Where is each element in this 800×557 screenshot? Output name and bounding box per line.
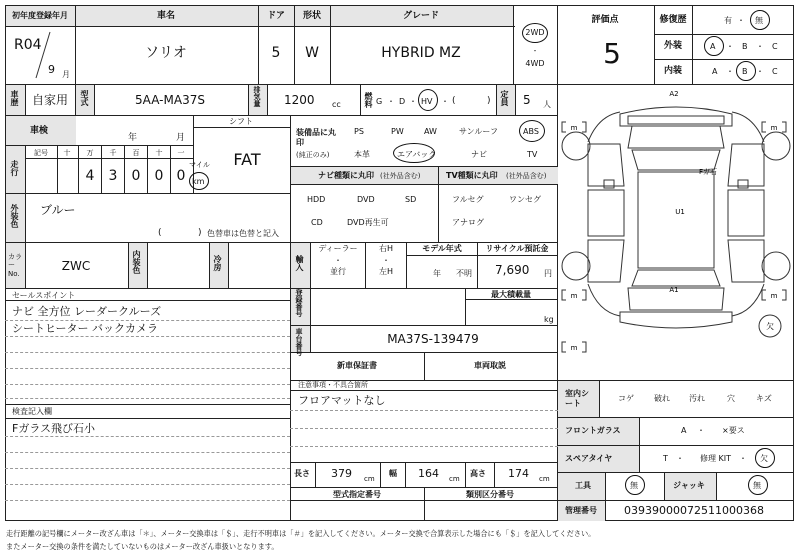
tools-value: 無 bbox=[630, 481, 638, 490]
exterior-grade-a: A bbox=[710, 42, 716, 51]
equip-tv: TV bbox=[527, 150, 538, 159]
shift-value: FAT bbox=[233, 150, 261, 169]
category-label: 類別区分番号 bbox=[466, 490, 514, 499]
fuel-g: G bbox=[376, 97, 383, 106]
mileage-col-hyaku: 百 bbox=[132, 149, 140, 157]
equip-airbag: エアバック bbox=[397, 150, 437, 159]
shape-label: 形状 bbox=[302, 11, 322, 21]
navi-cd: CD bbox=[311, 218, 323, 227]
model-label: 型式 bbox=[80, 90, 89, 106]
diagram-u1: U1 bbox=[675, 208, 685, 216]
eval-score: 5 bbox=[603, 37, 621, 70]
navi-sd: SD bbox=[405, 195, 417, 204]
diagram-m-2: m bbox=[770, 124, 778, 132]
inspection-label: 車検 bbox=[30, 126, 49, 136]
usage-value: 自家用 bbox=[31, 93, 69, 107]
exterior-color-value: ブルー bbox=[40, 203, 76, 217]
jack-label: ジャッキ bbox=[673, 481, 705, 490]
max-load-unit: kg bbox=[544, 315, 554, 324]
drive-2wd: 2WD bbox=[525, 28, 545, 37]
windshield-a: A bbox=[681, 426, 687, 435]
equip-ps: PS bbox=[354, 127, 364, 136]
model-year-label: モデル年式 bbox=[422, 244, 462, 253]
height-unit: cm bbox=[539, 475, 550, 483]
inspector-value: Fガラス飛び石小 bbox=[12, 422, 95, 435]
spare-kit: 修理 KIT bbox=[700, 454, 732, 463]
capacity-unit: 人 bbox=[543, 100, 551, 109]
recycle-value: 7,690 bbox=[495, 263, 530, 277]
usage-label: 車歴 bbox=[10, 90, 19, 106]
footer-line-1: 走行距離の記号欄にメーター改ざん車は「＊」、メーター交換車は「＄」、走行不明車は「＃」を記入してください。メーター交換で合算表示した場合にも「＄」を記入してください。 bbox=[6, 529, 596, 538]
interior-grade-a: A bbox=[712, 67, 718, 76]
warranty-label: 新車保証書 bbox=[337, 361, 377, 370]
first-reg-era: R04 bbox=[14, 37, 42, 53]
grade-value: HYBRID MZ bbox=[381, 45, 461, 61]
displacement-value: 1200 bbox=[284, 93, 315, 107]
navi-hdd: HDD bbox=[307, 195, 326, 204]
first-reg-month: 9 bbox=[48, 63, 55, 76]
tv-label: TV種類に丸印 bbox=[446, 171, 498, 180]
car-name-label: 車名 bbox=[156, 11, 176, 21]
interior-label: 内装 bbox=[663, 66, 683, 76]
mileage-col-ten-thousand: 十 bbox=[63, 149, 71, 157]
capacity-label: 定員 bbox=[500, 90, 509, 106]
exterior-paren-close: ) bbox=[198, 228, 202, 238]
jack-value: 無 bbox=[753, 481, 761, 490]
equip-aw: AW bbox=[424, 127, 437, 136]
first-reg-label: 初年度登録年月 bbox=[12, 11, 68, 20]
length-value: 379 bbox=[331, 467, 352, 480]
exterior-paren-open: ( bbox=[158, 228, 162, 238]
navi-dvd: DVD bbox=[357, 195, 375, 204]
reg-no-label: 登録番号 bbox=[295, 289, 303, 317]
max-load-label: 最大積載量 bbox=[491, 290, 531, 299]
width-unit: cm bbox=[449, 475, 460, 483]
tv-sub: (社外品含む) bbox=[506, 172, 547, 180]
diagram-a1: A1 bbox=[669, 286, 679, 294]
interior-color-label: 内装色 bbox=[132, 250, 141, 274]
fuel-paren-open: ( bbox=[452, 96, 456, 106]
windshield-replace: ×要ス bbox=[722, 426, 745, 435]
diagram-missing: 欠 bbox=[766, 322, 774, 331]
mileage-col-sen: 千 bbox=[109, 149, 117, 157]
import-right: 右H bbox=[378, 244, 394, 253]
capacity-value: 5 bbox=[523, 93, 531, 107]
mileage-digit-1: 4 bbox=[85, 168, 95, 184]
import-left: 左H bbox=[378, 267, 394, 276]
diagram-m-4: m bbox=[770, 292, 778, 300]
exterior-label: 外装 bbox=[663, 41, 683, 51]
equip-navi: ナビ bbox=[471, 150, 487, 159]
mileage-digit-5: 0 bbox=[176, 168, 186, 184]
mileage-mile: マイル bbox=[189, 161, 210, 169]
fuel-hv: HV bbox=[421, 97, 433, 106]
repair-label: 修復歴 bbox=[659, 15, 687, 25]
windshield-label: フロントガラス bbox=[565, 426, 621, 435]
mileage-digit-2: 3 bbox=[108, 168, 118, 184]
spare-none: 欠 bbox=[760, 454, 768, 463]
recycle-label: リサイクル預託金 bbox=[485, 244, 549, 253]
length-unit: cm bbox=[364, 475, 375, 483]
height-label: 高さ bbox=[470, 469, 486, 478]
inspection-month: 月 bbox=[176, 133, 186, 143]
shift-label: シフト bbox=[229, 117, 253, 126]
car-name-value: ソリオ bbox=[145, 45, 187, 61]
exterior-grade-b: B bbox=[742, 42, 748, 51]
equip-abs: ABS bbox=[523, 127, 539, 136]
exterior-grade-c: C bbox=[772, 42, 778, 51]
mileage-label: 走行 bbox=[10, 160, 19, 176]
fuel-label: 燃料 bbox=[364, 92, 373, 108]
model-value: 5AA-MA37S bbox=[135, 93, 205, 107]
spare-t: T bbox=[663, 454, 668, 463]
diagram-m-3: m bbox=[570, 292, 578, 300]
tv-analog: アナログ bbox=[452, 218, 484, 227]
seat-tear: 破れ bbox=[654, 394, 670, 403]
recycle-unit: 円 bbox=[544, 269, 552, 278]
mgmt-value: 03939000072511000368 bbox=[624, 504, 764, 517]
navi-sub: (社外品含む) bbox=[380, 172, 421, 180]
width-value: 164 bbox=[418, 467, 439, 480]
first-reg-month-unit: 月 bbox=[62, 70, 70, 79]
model-year-unknown: 不明 bbox=[456, 269, 472, 278]
diagram-front-glass: Fガ石 bbox=[698, 168, 718, 176]
length-label: 長さ bbox=[294, 469, 310, 478]
mileage-col-ichi: 一 bbox=[177, 149, 185, 157]
cautions-value: フロアマットなし bbox=[298, 394, 386, 407]
exterior-color-label: 外装色 bbox=[10, 204, 19, 228]
interior-grade-c: C bbox=[772, 67, 778, 76]
car-damage-diagram bbox=[558, 86, 794, 380]
equip-sunroof: サンルーフ bbox=[459, 127, 498, 136]
model-year-year: 年 bbox=[433, 269, 441, 278]
equipment-sub: (純正のみ) bbox=[296, 151, 330, 159]
navi-label: ナビ種類に丸印 bbox=[318, 171, 374, 180]
inspection-year: 年 bbox=[128, 133, 138, 143]
mileage-col-juu: 十 bbox=[155, 149, 163, 157]
tools-label: 工具 bbox=[575, 481, 591, 490]
interior-grade-b: B bbox=[742, 67, 748, 76]
height-value: 174 bbox=[508, 467, 529, 480]
ac-label: 冷房 bbox=[213, 255, 222, 271]
interior-seat-label: 室内シート bbox=[565, 389, 589, 409]
drive-4wd: 4WD bbox=[525, 59, 545, 68]
doors-label: ドア bbox=[267, 11, 285, 21]
type-desig-label: 型式指定番号 bbox=[333, 490, 381, 499]
seat-scratch: キズ bbox=[756, 394, 772, 403]
import-dealer: ディーラー bbox=[318, 244, 358, 253]
seat-dirt: 汚れ bbox=[689, 394, 705, 403]
spare-label: スペアタイヤ bbox=[565, 454, 613, 463]
import-parallel: 並行 bbox=[330, 267, 346, 276]
mileage-digit-4: 0 bbox=[154, 168, 164, 184]
diagram-a2: A2 bbox=[669, 90, 679, 98]
diagram-m-1: m bbox=[570, 124, 578, 132]
mileage-km: km bbox=[192, 177, 205, 186]
width-label: 幅 bbox=[389, 469, 397, 478]
sales-point-line-2: シートヒーター バックカメラ bbox=[12, 322, 159, 335]
fuel-d: D bbox=[399, 97, 406, 106]
grade-label: グレード bbox=[402, 11, 440, 21]
inspector-label: 検査記入欄 bbox=[12, 407, 52, 416]
seat-burn: コゲ bbox=[618, 394, 634, 403]
repair-yes: 有 bbox=[724, 16, 732, 25]
sales-points-label: セールスポイント bbox=[12, 291, 76, 300]
color-no-value: ZWC bbox=[61, 259, 91, 273]
tv-fullseg: フルセグ bbox=[452, 195, 484, 204]
repair-no: 無 bbox=[755, 16, 763, 25]
seat-hole: 穴 bbox=[727, 394, 735, 403]
doors-value: 5 bbox=[271, 45, 281, 61]
displacement-unit: cc bbox=[332, 100, 341, 109]
chassis-label: 車台番号 bbox=[295, 328, 303, 356]
equip-airbag-circle bbox=[393, 143, 435, 163]
diagram-m-5: m bbox=[570, 344, 578, 352]
equipment-label: 装備品に丸印 bbox=[296, 128, 336, 148]
displacement-label: 排気量 bbox=[253, 86, 261, 107]
import-label: 輸入 bbox=[295, 255, 304, 271]
footer-line-2: またメーター交換の条件を満たしていないものはメーター改ざん車扱いとなります。 bbox=[6, 542, 279, 551]
navi-dvd-play: DVD再生可 bbox=[347, 218, 389, 227]
equip-pw: PW bbox=[391, 127, 404, 136]
mileage-col-man: 万 bbox=[86, 149, 94, 157]
cautions-label: 注意事項・不具合箇所 bbox=[298, 381, 368, 389]
chassis-value: MA37S-139479 bbox=[387, 332, 479, 346]
manual-label: 車両取説 bbox=[474, 361, 506, 370]
mileage-digit-3: 0 bbox=[131, 168, 141, 184]
mgmt-label: 管理番号 bbox=[565, 506, 597, 515]
color-no-label: カラーNo. bbox=[8, 253, 22, 278]
sales-point-line-1: ナビ 全方位 レーダークルーズ bbox=[12, 305, 162, 318]
tv-oneseg: ワンセグ bbox=[509, 195, 541, 204]
fuel-paren-close: ) bbox=[487, 96, 491, 106]
mileage-code-label: 記号 bbox=[34, 149, 48, 157]
equip-leather: 本革 bbox=[354, 150, 370, 159]
exterior-color-note: 色替車は色替と記入 bbox=[207, 229, 279, 238]
eval-label: 評価点 bbox=[591, 15, 619, 25]
shape-value: W bbox=[305, 45, 319, 61]
